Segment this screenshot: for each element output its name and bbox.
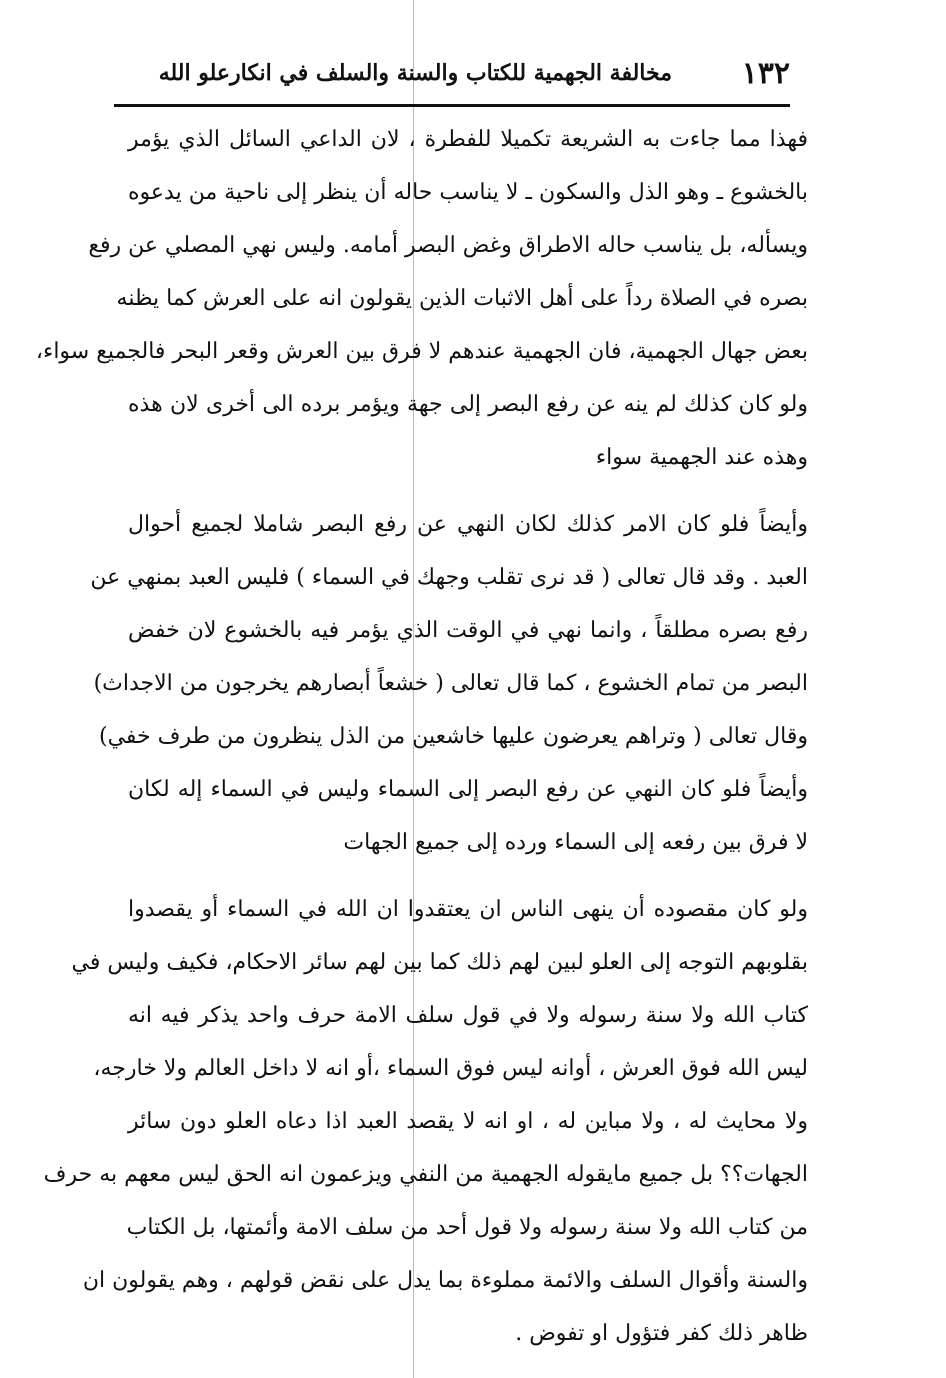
text-line: بصره في الصلاة رداً على أهل الاثبات الذين يقولون انه على العرش كما يظنه — [116, 286, 808, 311]
text-line: ولو كان مقصوده أن ينهى الناس ان يعتقدوا ان الله في السماء أو يقصدوا — [128, 897, 808, 922]
paragraph-4 — [43, 896, 808, 1373]
text-line: بعض جهال الجهمية، فان الجهمية عندهم لا فرق بين العرش وقعر البحر فالجميع سواء، — [35, 339, 808, 364]
paragraph-3 — [128, 776, 808, 882]
text-line: الجهات؟؟ بل جميع مايقوله الجهمية من النفي ويزعمون انه الحق ليس معهم به حرف — [43, 1162, 808, 1187]
text-line: العبد . وقد قال تعالى ( قد نرى تقلب وجهك في السماء ) فليس العبد بمنهي عن — [90, 565, 808, 590]
text-line: البصر من تمام الخشوع ، كما قال تعالى ( خشعاً أبصارهم يخرجون من الاجداث) — [93, 671, 808, 696]
text-line: ولا محايث له ، ولا مباين له ، او انه لا يقصد العبد اذا دعاه العلو دون سائر — [128, 1109, 808, 1134]
text-line: رفع بصره مطلقاً ، وانما نهي في الوقت الذي يؤمر فيه بالخشوع لان خفض — [128, 618, 808, 643]
paragraph-1 — [35, 126, 808, 497]
text-line: وأيضاً فلو كان النهي عن رفع البصر إلى السماء وليس في السماء إله لكان — [128, 777, 808, 802]
text-line: كتاب الله ولا سنة رسوله ولا في قول سلف الامة حرف واحد يذكر فيه انه — [128, 1003, 808, 1028]
text-line: بقلوبهم التوجه إلى العلو لبين لهم ذلك كما بين لهم سائر الاحكام، فكيف وليس في — [71, 950, 808, 975]
text-line: ليس الله فوق العرش ، أوانه ليس فوق السماء ،أو انه لا داخل العالم ولا خارجه، — [93, 1056, 808, 1081]
body-text — [35, 126, 808, 1373]
paragraph-gap — [128, 882, 808, 896]
running-title: مخالفة الجهمية للكتاب والسنة والسلف في انكارعلو الله — [158, 60, 672, 86]
page-number: ١٣٢ — [741, 56, 790, 91]
text-line: فهذا مما جاءت به الشريعة تكميلا للفطرة ، لان الداعي السائل الذي يؤمر — [128, 127, 808, 152]
text-line: ويسأله، بل يناسب حاله الاطراق وغض البصر أمامه. وليس نهي المصلي عن رفع — [88, 233, 808, 258]
text-line: وهذه عند الجهمية سواء — [595, 445, 808, 470]
paragraph-gap — [128, 497, 808, 511]
page-header — [118, 52, 790, 100]
text-line: لا فرق بين رفعه إلى السماء ورده إلى جميع الجهات — [343, 830, 808, 855]
text-line: والسنة وأقوال السلف والائمة مملوءة بما يدل على نقض قولهم ، وهم يقولون ان — [82, 1268, 808, 1293]
header-rule — [114, 104, 790, 107]
paragraph-2 — [90, 511, 808, 776]
text-line: وأيضاً فلو كان الامر كذلك لكان النهي عن رفع البصر شاملا لجميع أحوال — [128, 512, 808, 537]
text-line: ولو كان كذلك لم ينه عن رفع البصر إلى جهة ويؤمر برده الى أخرى لان هذه — [128, 392, 808, 417]
text-line: وقال تعالى ( وتراهم يعرضون عليها خاشعين من الذل ينظرون من طرف خفي) — [99, 724, 808, 749]
text-line: ظاهر ذلك كفر فتؤول او تفوض . — [515, 1321, 808, 1346]
text-line: من كتاب الله ولا سنة رسوله ولا قول أحد من سلف الامة وأئمتها، بل الكتاب — [126, 1215, 808, 1240]
text-line: بالخشوع ـ وهو الذل والسكون ـ لا يناسب حاله أن ينظر إلى ناحية من يدعوه — [128, 180, 808, 205]
